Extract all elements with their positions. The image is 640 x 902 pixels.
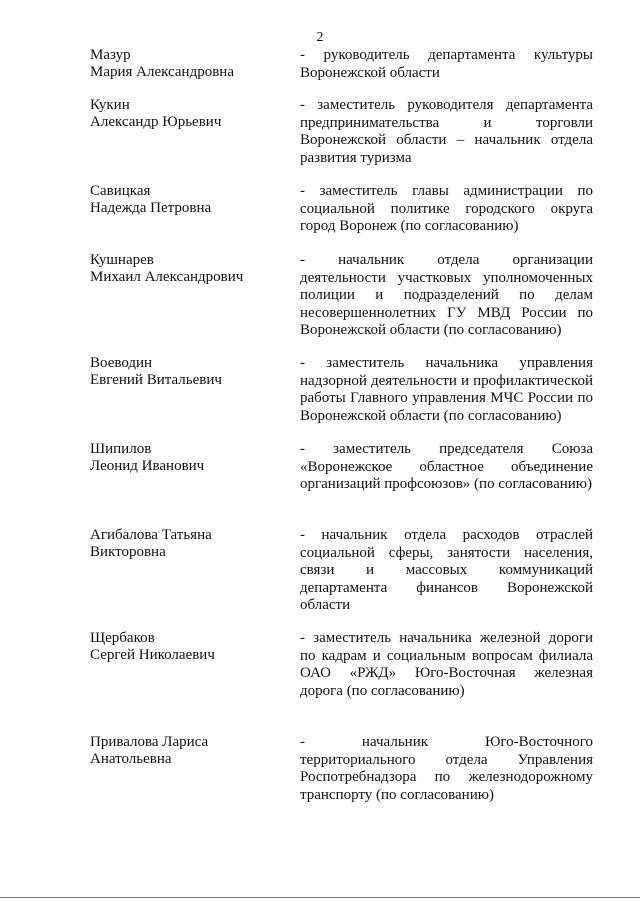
member-position: - заместитель руководителя департамента предпринимательства и торговли Воронежской области – начальник отдела развития туризма	[300, 97, 593, 166]
member-given-names: Мария Александровна	[90, 64, 234, 80]
member-name	[90, 441, 280, 475]
member-surname: Агибалова Татьяна	[90, 527, 212, 543]
member-surname: Привалова Лариса	[90, 734, 209, 750]
member-surname: Кукин	[90, 97, 130, 113]
member-position: - заместитель председателя Союза «Воронежское областное объединение организаций профсоюзов» (по согласованию)	[300, 441, 593, 492]
member-name	[90, 355, 280, 389]
member-surname: Кушнарев	[90, 252, 154, 268]
member-given-names: Леонид Иванович	[90, 458, 205, 474]
page-bottom-edge	[0, 897, 640, 898]
member-surname: Савицкая	[90, 183, 151, 199]
member-given-names: Александр Юрьевич	[90, 114, 222, 130]
member-given-names: Михаил Александрович	[90, 269, 244, 285]
member-given-names: Сергей Николаевич	[90, 647, 215, 663]
member-surname: Шипилов	[90, 441, 152, 457]
member-name	[90, 183, 280, 217]
member-given-names: Викторовна	[90, 544, 166, 560]
member-surname: Мазур	[90, 47, 131, 63]
member-name	[90, 47, 280, 81]
member-position: - руководитель департамента культуры Воронежской области	[300, 47, 593, 81]
member-position: - начальник отдела организации деятельности участковых уполномоченных полиции и подразделений по делам несовершеннолетних ГУ МВД России по Воронежской области (по согласованию)	[300, 252, 593, 338]
member-position: - заместитель начальника управления надзорной деятельности и профилактической работы Главного управления МЧС России по Воронежской области (по согласованию)	[300, 355, 593, 424]
member-position: - заместитель начальника железной дороги по кадрам и социальным вопросам филиала ОАО «РЖД» Юго-Восточная железная дорога (по согласованию)	[300, 630, 593, 699]
member-given-names: Анатольевна	[90, 751, 172, 767]
member-surname: Щербаков	[90, 630, 155, 646]
member-name	[90, 252, 280, 286]
member-name	[90, 630, 280, 664]
member-name	[90, 734, 280, 768]
member-given-names: Евгений Витальевич	[90, 372, 222, 388]
member-position: - заместитель главы администрации по социальной политике городского округа город Воронеж (по согласованию)	[300, 183, 593, 234]
member-name	[90, 97, 280, 131]
member-position: - начальник Юго-Восточного территориального отдела Управления Роспотребнадзора по железнодорожному транспорту (по согласованию)	[300, 734, 593, 803]
member-position: - начальник отдела расходов отраслей социальной сферы, занятости населения, связи и массовых коммуникаций департамента финансов Воронежской области	[300, 527, 593, 613]
member-name	[90, 527, 280, 561]
member-given-names: Надежда Петровна	[90, 200, 212, 216]
page-number: 2	[316, 30, 324, 45]
member-surname: Воеводин	[90, 355, 153, 371]
